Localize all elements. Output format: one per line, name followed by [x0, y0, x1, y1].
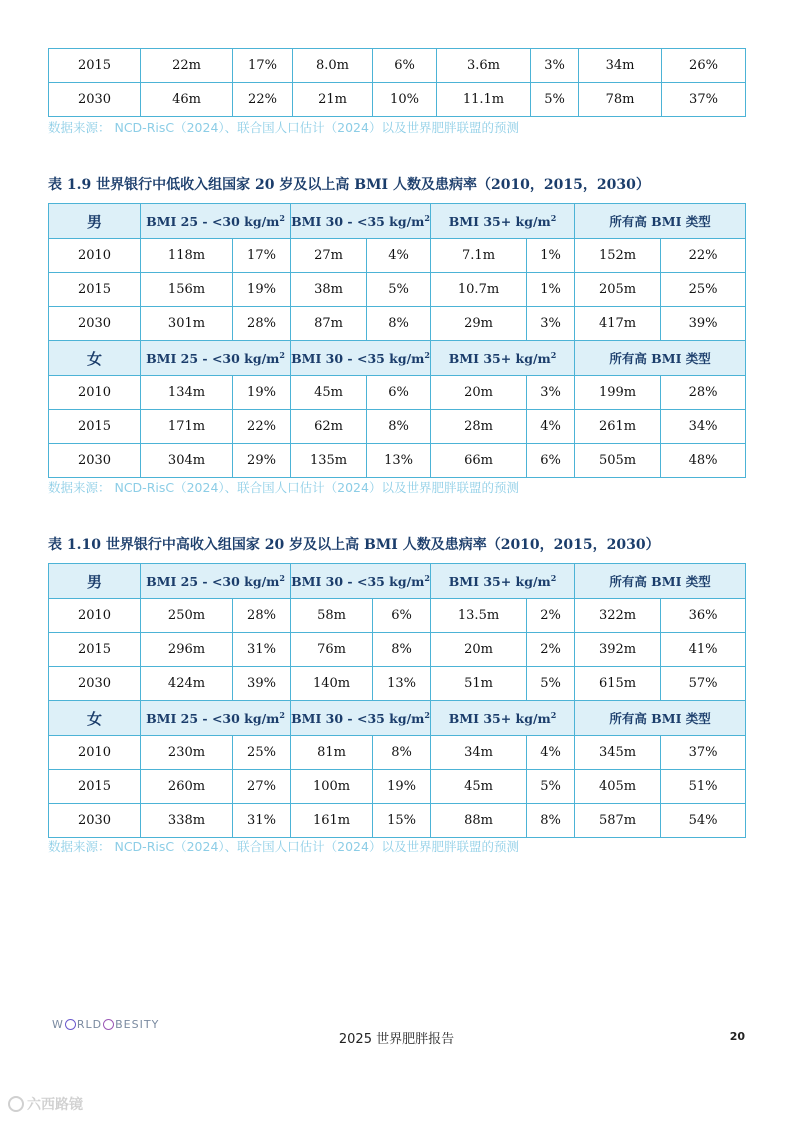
data-cell: 615m: [575, 667, 661, 701]
table-row: [49, 49, 746, 83]
data-cell: 27m: [291, 239, 367, 273]
superscript: 2: [424, 213, 430, 223]
superscript: 2: [279, 573, 285, 583]
column-header: BMI $35+ kg/m^2$: [431, 341, 575, 376]
column-header: 所有高 BMI 类型: [575, 341, 746, 376]
year-cell: 2030: [49, 83, 141, 117]
table-row: [49, 376, 746, 410]
year-cell: 2030: [49, 667, 141, 701]
data-cell: 2%: [527, 599, 575, 633]
data-cell: 28%: [233, 599, 291, 633]
column-header: BMI 30 - <35 $kg/m^2$: [291, 564, 431, 599]
data-cell: 8.0m: [293, 49, 373, 83]
data-cell: 161m: [291, 804, 373, 838]
data-cell: 304m: [141, 444, 233, 478]
data-cell: 22%: [661, 239, 746, 273]
column-header: BMI 25 - <30 $kg/m^2$: [141, 701, 291, 736]
data-cell: 27%: [233, 770, 291, 804]
data-cell: 301m: [141, 307, 233, 341]
data-cell: 31%: [233, 804, 291, 838]
superscript: 2: [424, 350, 430, 360]
data-cell: 37%: [661, 736, 746, 770]
data-cell: 4%: [527, 410, 575, 444]
footer-title: 2025 世界肥胖报告: [338, 1032, 455, 1047]
data-cell: 345m: [575, 736, 661, 770]
table-row: [49, 410, 746, 444]
column-header: BMI $35+ kg/m^2$: [431, 564, 575, 599]
header-row: [49, 204, 746, 239]
data-cell: 152m: [575, 239, 661, 273]
data-cell: 46m: [141, 83, 233, 117]
superscript: 2: [550, 573, 557, 583]
data-cell: 5%: [531, 83, 579, 117]
data-cell: 66m: [431, 444, 527, 478]
table-row: [49, 273, 746, 307]
table-row: [49, 770, 746, 804]
table-row: [49, 633, 746, 667]
data-cell: 3%: [531, 49, 579, 83]
data-cell: 587m: [575, 804, 661, 838]
data-cell: 5%: [527, 770, 575, 804]
table-1-9-caption: 表 1.9 世界银行中低收入组国家 20 岁及以上高 BMI 人数及患病率（2010，2015，2030）: [48, 177, 650, 193]
data-cell: 6%: [527, 444, 575, 478]
data-cell: 5%: [527, 667, 575, 701]
table-row: [49, 667, 746, 701]
data-cell: 26%: [662, 49, 746, 83]
data-cell: 31%: [233, 633, 291, 667]
data-cell: 205m: [575, 273, 661, 307]
data-cell: 22m: [141, 49, 233, 83]
data-cell: 250m: [141, 599, 233, 633]
data-cell: 6%: [373, 599, 431, 633]
year-cell: 2015: [49, 49, 141, 83]
superscript: 2: [424, 573, 430, 583]
year-cell: 2015: [49, 770, 141, 804]
data-cell: 10.7m: [431, 273, 527, 307]
data-cell: 11.1m: [437, 83, 531, 117]
data-cell: 10%: [373, 83, 437, 117]
data-cell: 100m: [291, 770, 373, 804]
year-cell: 2010: [49, 239, 141, 273]
year-cell: 2015: [49, 410, 141, 444]
data-cell: 48%: [661, 444, 746, 478]
data-cell: 3%: [527, 307, 575, 341]
column-header: BMI 25 - <30 $kg/m^2$: [141, 341, 291, 376]
column-header: 所有高 BMI 类型: [575, 701, 746, 736]
data-cell: 17%: [233, 49, 293, 83]
data-cell: 41%: [661, 633, 746, 667]
data-cell: 261m: [575, 410, 661, 444]
data-cell: 21m: [293, 83, 373, 117]
sex-header: 男: [49, 204, 141, 239]
sex-header: 女: [49, 341, 141, 376]
year-cell: 2010: [49, 599, 141, 633]
data-cell: 39%: [233, 667, 291, 701]
data-cell: 296m: [141, 633, 233, 667]
data-cell: 1%: [527, 239, 575, 273]
sex-header: 男: [49, 564, 141, 599]
data-cell: 22%: [233, 83, 293, 117]
table-row: [49, 736, 746, 770]
year-cell: 2030: [49, 444, 141, 478]
data-cell: 13%: [367, 444, 431, 478]
data-cell: 57%: [661, 667, 746, 701]
data-cell: 15%: [373, 804, 431, 838]
data-cell: 199m: [575, 376, 661, 410]
data-cell: 19%: [233, 376, 291, 410]
table-row: [49, 444, 746, 478]
data-cell: 29%: [233, 444, 291, 478]
data-cell: 34m: [579, 49, 662, 83]
data-cell: 417m: [575, 307, 661, 341]
data-cell: 8%: [367, 410, 431, 444]
data-cell: 4%: [367, 239, 431, 273]
data-cell: 230m: [141, 736, 233, 770]
data-cell: 118m: [141, 239, 233, 273]
year-cell: 2030: [49, 804, 141, 838]
table-row: [49, 804, 746, 838]
data-cell: 28m: [431, 410, 527, 444]
table-1-9: [48, 203, 746, 478]
header-row: [49, 341, 746, 376]
year-cell: 2010: [49, 736, 141, 770]
header-row: [49, 564, 746, 599]
data-cell: 38m: [291, 273, 367, 307]
page-number: 20: [729, 1030, 745, 1043]
data-cell: 405m: [575, 770, 661, 804]
data-cell: 6%: [373, 49, 437, 83]
header-row: [49, 701, 746, 736]
data-cell: 22%: [233, 410, 291, 444]
data-cell: 135m: [291, 444, 367, 478]
table-row: [49, 83, 746, 117]
superscript: 2: [279, 350, 285, 360]
year-cell: 2015: [49, 273, 141, 307]
superscript: 2: [279, 213, 285, 223]
data-cell: 88m: [431, 804, 527, 838]
world-obesity-logo: W RLD BESITY: [52, 1018, 160, 1031]
superscript: 2: [550, 350, 557, 360]
column-header: 所有高 BMI 类型: [575, 204, 746, 239]
data-cell: 29m: [431, 307, 527, 341]
source-note: 数据来源： NCD-RisC（2024）、联合国人口估计（2024）以及世界肥胖联盟的预测: [48, 839, 519, 854]
top-table: [48, 48, 746, 117]
watermark-icon: [8, 1096, 24, 1112]
data-cell: 51%: [661, 770, 746, 804]
superscript: 2: [550, 213, 557, 223]
data-cell: 20m: [431, 376, 527, 410]
column-header: 所有高 BMI 类型: [575, 564, 746, 599]
data-cell: 4%: [527, 736, 575, 770]
data-cell: 13%: [373, 667, 431, 701]
data-cell: 62m: [291, 410, 367, 444]
data-cell: 2%: [527, 633, 575, 667]
data-cell: 25%: [661, 273, 746, 307]
column-header: BMI 25 - <30 $kg/m^2$: [141, 204, 291, 239]
data-cell: 45m: [431, 770, 527, 804]
data-cell: 13.5m: [431, 599, 527, 633]
data-cell: 6%: [367, 376, 431, 410]
data-cell: 3.6m: [437, 49, 531, 83]
data-cell: 51m: [431, 667, 527, 701]
data-cell: 338m: [141, 804, 233, 838]
data-cell: 34m: [431, 736, 527, 770]
data-cell: 87m: [291, 307, 367, 341]
data-cell: 54%: [661, 804, 746, 838]
data-cell: 20m: [431, 633, 527, 667]
watermark: 六西路镜: [8, 1094, 83, 1114]
data-cell: 17%: [233, 239, 291, 273]
column-header: BMI $35+ kg/m^2$: [431, 204, 575, 239]
data-cell: 3%: [527, 376, 575, 410]
year-cell: 2010: [49, 376, 141, 410]
data-cell: 81m: [291, 736, 373, 770]
data-cell: 8%: [373, 736, 431, 770]
year-cell: 2030: [49, 307, 141, 341]
column-header: BMI 25 - <30 $kg/m^2$: [141, 564, 291, 599]
source-note: 数据来源： NCD-RisC（2024）、联合国人口估计（2024）以及世界肥胖联盟的预测: [48, 120, 519, 135]
superscript: 2: [550, 710, 557, 720]
data-cell: 171m: [141, 410, 233, 444]
data-cell: 28%: [233, 307, 291, 341]
table-row: [49, 599, 746, 633]
data-cell: 260m: [141, 770, 233, 804]
data-cell: 37%: [662, 83, 746, 117]
year-cell: 2015: [49, 633, 141, 667]
data-cell: 392m: [575, 633, 661, 667]
column-header: BMI 30 - <35 $kg/m^2$: [291, 204, 431, 239]
table-1-10: [48, 563, 746, 838]
data-cell: 1%: [527, 273, 575, 307]
data-cell: 424m: [141, 667, 233, 701]
data-cell: 8%: [373, 633, 431, 667]
data-cell: 58m: [291, 599, 373, 633]
sex-header: 女: [49, 701, 141, 736]
data-cell: 5%: [367, 273, 431, 307]
superscript: 2: [279, 710, 285, 720]
data-cell: 34%: [661, 410, 746, 444]
data-cell: 19%: [373, 770, 431, 804]
data-cell: 156m: [141, 273, 233, 307]
data-cell: 322m: [575, 599, 661, 633]
source-note: 数据来源： NCD-RisC（2024）、联合国人口估计（2024）以及世界肥胖联盟的预测: [48, 480, 519, 495]
data-cell: 19%: [233, 273, 291, 307]
data-cell: 25%: [233, 736, 291, 770]
data-cell: 134m: [141, 376, 233, 410]
data-cell: 7.1m: [431, 239, 527, 273]
data-cell: 45m: [291, 376, 367, 410]
data-cell: 36%: [661, 599, 746, 633]
superscript: 2: [424, 710, 430, 720]
data-cell: 28%: [661, 376, 746, 410]
data-cell: 8%: [527, 804, 575, 838]
data-cell: 140m: [291, 667, 373, 701]
column-header: BMI 30 - <35 $kg/m^2$: [291, 701, 431, 736]
data-cell: 8%: [367, 307, 431, 341]
table-row: [49, 307, 746, 341]
table-row: [49, 239, 746, 273]
data-cell: 39%: [661, 307, 746, 341]
column-header: BMI $35+ kg/m^2$: [431, 701, 575, 736]
data-cell: 76m: [291, 633, 373, 667]
data-cell: 505m: [575, 444, 661, 478]
data-cell: 78m: [579, 83, 662, 117]
column-header: BMI 30 - <35 $kg/m^2$: [291, 341, 431, 376]
table-1-10-caption: 表 1.10 世界银行中高收入组国家 20 岁及以上高 BMI 人数及患病率（2010，2015，2030）: [48, 537, 660, 553]
